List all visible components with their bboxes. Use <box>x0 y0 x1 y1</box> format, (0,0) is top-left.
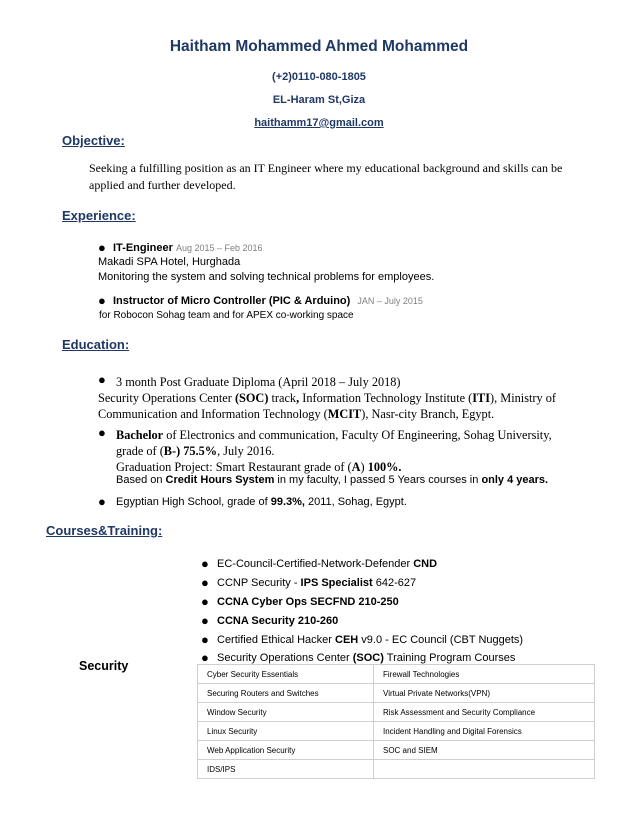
table-cell <box>374 760 595 779</box>
courses-heading: Courses&Training: <box>46 523 163 538</box>
job-title: IT-Engineer <box>113 242 173 254</box>
list-item <box>217 596 399 608</box>
text-span: in my faculty, I passed 5 Years courses in <box>274 474 482 486</box>
text-span: B-) 75.5% <box>163 444 218 458</box>
text-span: CCNA Security 210-260 <box>217 615 339 627</box>
table-cell: Risk Assessment and Security Compliance <box>374 703 595 722</box>
job-employer: Makadi SPA Hotel, Hurghada <box>98 256 241 268</box>
text-span: Bachelor <box>116 428 164 442</box>
text-span: , July 2016. <box>217 444 275 458</box>
education-heading: Education: <box>62 337 130 352</box>
bullet-icon: ● <box>201 556 209 571</box>
table-cell: Virtual Private Networks(VPN) <box>374 684 595 703</box>
objective-text: Seeking a fulfilling position as an IT Engineer where my educational background and skills can be applied and further developed. <box>89 161 563 192</box>
text-span: Credit Hours System <box>165 474 275 486</box>
text-span: Security Operations Center <box>217 652 353 664</box>
text-span: (SOC) <box>352 652 384 664</box>
text-span: CND <box>413 558 438 570</box>
text-span: EC-Council-Certified-Network-Defender <box>217 558 414 570</box>
text-span: track <box>268 391 297 405</box>
bullet-icon: ● <box>201 575 209 590</box>
bullet-icon: ● <box>98 293 106 308</box>
bullet-icon: ● <box>201 613 209 628</box>
table-cell: Firewall Technologies <box>374 665 595 684</box>
text-span: Egyptian High School, grade of <box>116 496 271 508</box>
text-span: ) <box>360 460 368 474</box>
text-span: 2011, Sohag, Egypt. <box>304 496 407 508</box>
table-cell: Securing Routers and Switches <box>198 684 374 703</box>
text-span: (SOC) <box>234 391 269 405</box>
email-link[interactable]: haithamm17@gmail.com <box>254 117 384 129</box>
bullet-icon: ● <box>201 650 209 665</box>
table-row <box>198 665 595 684</box>
text-span: Information Technology Institute ( <box>299 391 473 405</box>
list-item <box>217 652 515 664</box>
text-span: ), Ministry of <box>490 391 556 405</box>
bullet-icon: ● <box>98 425 106 440</box>
bullet-icon: ● <box>98 240 106 255</box>
table-cell: IDS/IPS <box>198 760 374 779</box>
text-span: CCNA Cyber Ops SECFND 210-250 <box>217 596 399 608</box>
list-item <box>217 558 437 570</box>
list-item <box>217 634 523 646</box>
job-description: Monitoring the system and solving technical problems for employees. <box>98 271 435 283</box>
experience-heading: Experience: <box>62 208 136 223</box>
soc-courses-table <box>197 664 595 779</box>
text-span: v9.0 - EC Council (CBT Nuggets) <box>358 634 524 646</box>
table-cell: Cyber Security Essentials <box>198 665 374 684</box>
objective-heading: Objective: <box>62 133 125 148</box>
text-span: Graduation Project: Smart Restaurant grade of ( <box>116 460 352 474</box>
text-span: 99.3%, <box>270 496 305 508</box>
table-cell: Incident Handling and Digital Forensics <box>374 722 595 741</box>
text-span: Certified Ethical Hacker <box>217 634 335 646</box>
table-row <box>198 703 595 722</box>
bullet-icon: ● <box>201 594 209 609</box>
table-cell: SOC and SIEM <box>374 741 595 760</box>
bullet-icon: ● <box>201 632 209 647</box>
text-span: of Electronics and communication, Faculty Of Engineering, Sohag University, <box>163 428 552 442</box>
text-span: only 4 years. <box>481 474 549 486</box>
text-span: , <box>296 391 300 405</box>
table-row <box>198 741 595 760</box>
text-span: grade of ( <box>116 444 164 458</box>
text-span: IPS Specialist <box>300 577 373 589</box>
table-cell: Window Security <box>198 703 374 722</box>
text-span: CEH <box>335 634 359 646</box>
text-span: MCIT <box>327 407 362 421</box>
phone-number: (+2)0110-080-1805 <box>272 71 366 83</box>
job-date: Aug 2015 – Feb 2016 <box>175 243 263 253</box>
bullet-icon: ● <box>98 494 106 509</box>
security-label: Security <box>79 659 129 673</box>
text-span: Communication and Information Technology ( <box>98 407 328 421</box>
table-row <box>198 760 595 779</box>
table-row <box>198 722 595 741</box>
list-item <box>217 577 416 589</box>
address: EL-Haram St,Giza <box>272 94 366 106</box>
table-cell: Web Application Security <box>198 741 374 760</box>
text-span: 642-627 <box>372 577 417 589</box>
table-row <box>198 684 595 703</box>
text-span: ), Nasr-city Branch, Egypt. <box>361 407 495 421</box>
text-span: A <box>351 460 361 474</box>
table-cell: Linux Security <box>198 722 374 741</box>
text-span: Security Operations Center <box>98 391 235 405</box>
job-title: Instructor of Micro Controller (PIC & Arduino) <box>113 295 351 307</box>
text-span: CCNP Security - <box>217 577 301 589</box>
bullet-icon: ● <box>98 372 106 387</box>
diploma-line: 3 month Post Graduate Diploma (April 2018 – July 2018) <box>116 375 401 389</box>
text-span: Based on <box>116 474 166 486</box>
job-date: JAN – July 2015 <box>357 296 423 306</box>
text-span: Training Program Courses <box>383 652 516 664</box>
list-item <box>217 615 338 627</box>
text-span: ITI <box>472 391 491 405</box>
job-description: for Robocon Sohag team and for APEX co-working space <box>99 310 354 321</box>
candidate-name: Haitham Mohammed Ahmed Mohammed <box>169 38 469 55</box>
text-span: 100%. <box>367 460 402 474</box>
